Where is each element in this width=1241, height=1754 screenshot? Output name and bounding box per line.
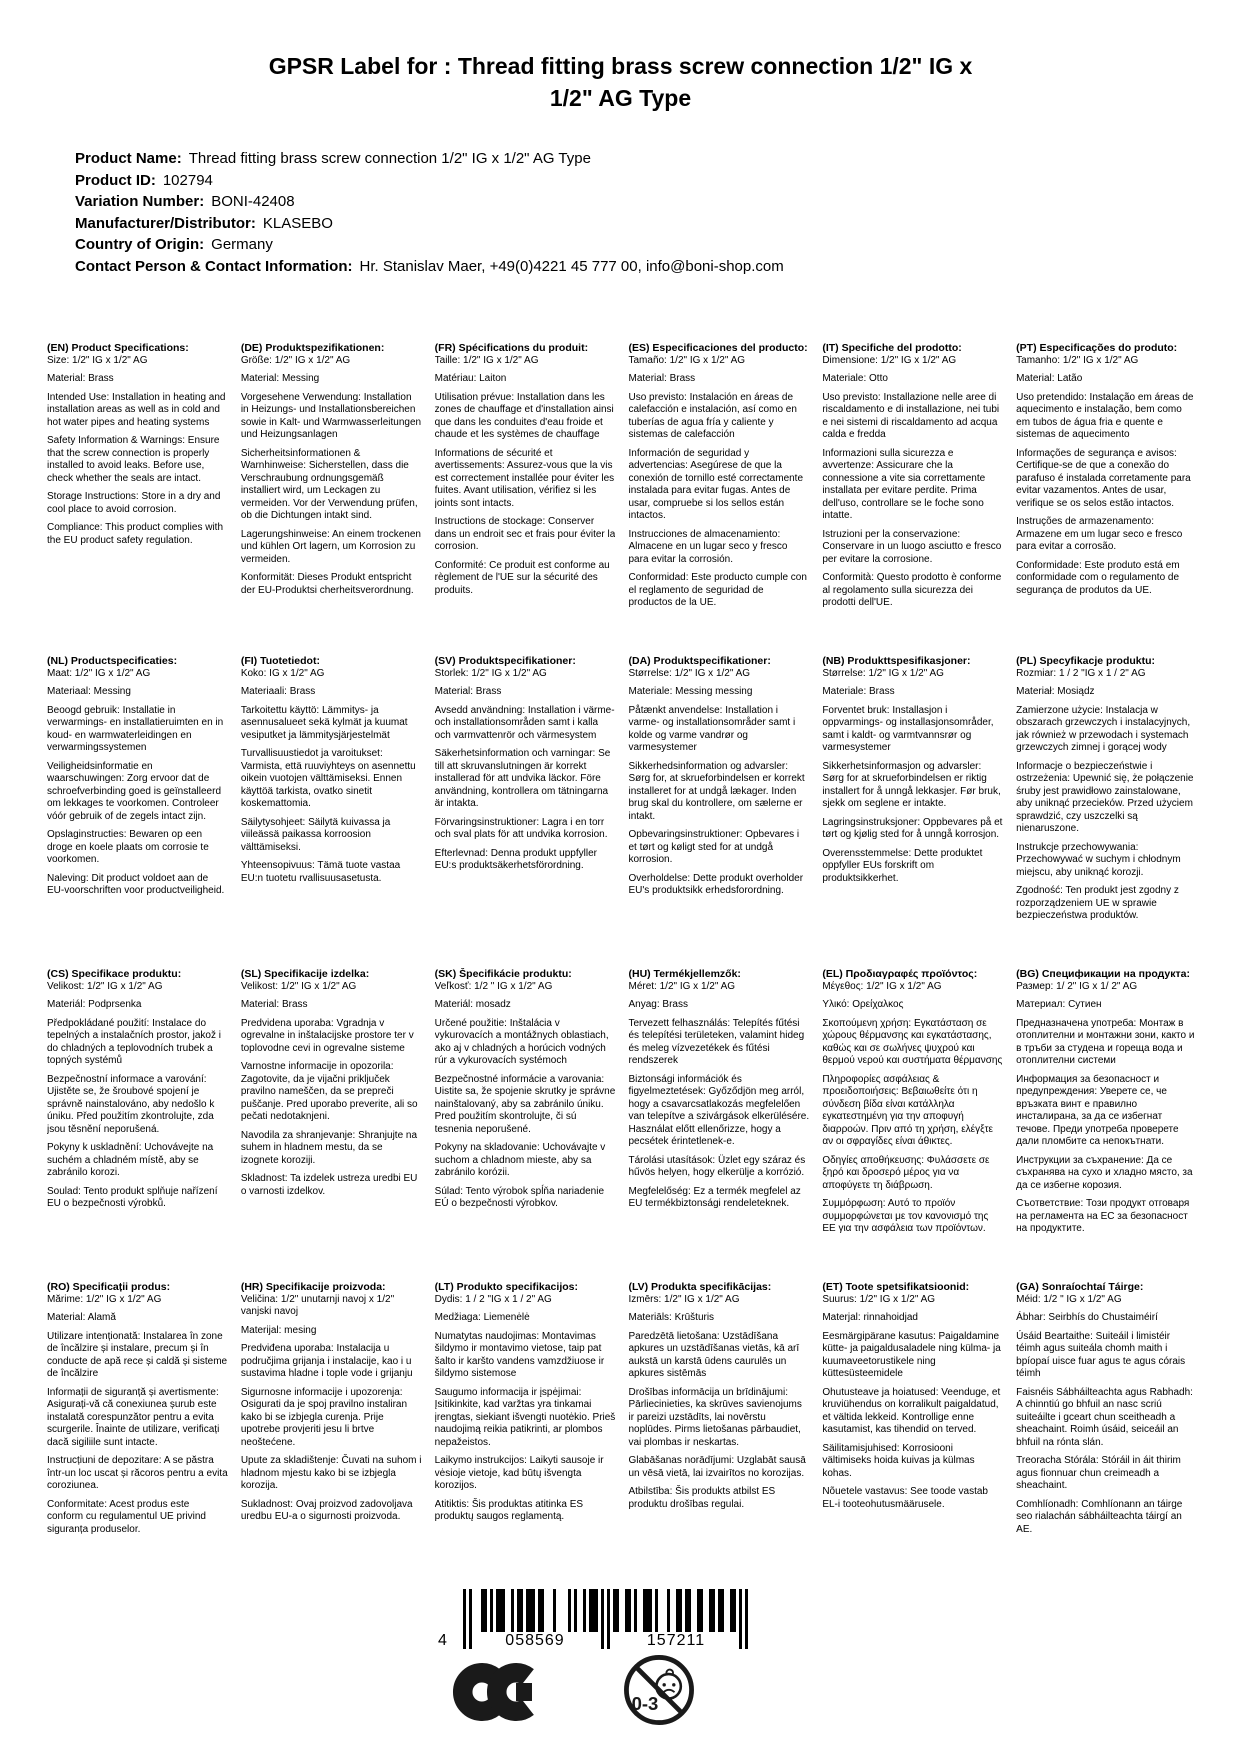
- barcode-bar: [655, 1589, 658, 1633]
- barcode-bar: [721, 1589, 724, 1633]
- language-block-paragraph: Súlad: Tento výrobok spĺňa nariadenie EÚ o bezpečnosti výrobkov.: [434, 1185, 605, 1209]
- language-block-paragraph: Predvidena uporaba: Vgradnja v ogrevalne in inštalacijske prostore ter v toplovodne cevi in ogrevalne sisteme: [240, 1017, 414, 1054]
- language-block-paragraph: Materiál: Podprsenka: [47, 999, 142, 1010]
- language-block-paragraph: Инструкции за съхранение: Да се съхранява на сухо и хладно място, за да се избегне корозия.: [1016, 1154, 1193, 1191]
- product-info-row: [75, 170, 784, 192]
- language-block-paragraph: Säkerhetsinformation och varningar: Se till att skruvanslutningen är korrekt installerad för att undvika läckor. Före användning, kontrollera om tätningarna är intakta.: [434, 748, 611, 809]
- language-block-paragraph: Sikkerhedsinformation og advarsler: Sørg for, at skrueforbindelsen er korrekt installeret for at undgå lækager. Inden brug skal du kontrollere, om sælerne er intakt.: [628, 760, 805, 822]
- language-block: [241, 1281, 422, 1594]
- language-block-paragraph: Navodila za shranjevanje: Shranjujte na suhem in hladnem mestu, da se izognete koroziji.: [240, 1129, 418, 1166]
- barcode-bar: [616, 1589, 619, 1633]
- language-block-paragraph: Materiale: Messing messing: [628, 686, 753, 697]
- language-block-header: (SL) Specifikacije izdelka:: [240, 968, 370, 980]
- language-block-paragraph: Tárolási utasítások: Üzlet egy száraz és hűvös helyen, hogy elkerülje a korrózió.: [628, 1154, 806, 1178]
- language-block: [435, 342, 616, 655]
- product-info-row: [75, 191, 784, 213]
- barcode-left-digits: 058569: [472, 1632, 598, 1649]
- language-block-paragraph: Предназначена употреба: Монтаж в отоплителни и монтажни зони, както и в тръби за студена и гореща вода и отоплителни системи: [1016, 1017, 1195, 1066]
- language-block-paragraph: Treoracha Stórála: Stóráil in áit thirim agus fionnuar chun creimeadh a sheachaint.: [1016, 1455, 1181, 1491]
- language-block-header: (EN) Product Specifications:: [47, 342, 189, 354]
- language-block: [435, 968, 616, 1281]
- language-block-paragraph: Lagerungshinweise: An einem trockenen und kühlen Ort lagern, um Korrosion zu vermeiden.: [240, 528, 421, 565]
- product-info-label: Manufacturer/Distributor:: [75, 214, 256, 232]
- language-block-paragraph: Πληροφορίες ασφάλειας & προειδοποιήσεις: Βεβαιωθείτε ότι η σύνδεση βίδα είναι κατάλληλα εγκατεστημένη για την αποφυγή διαρροών. Πριν από τη χρήση, ελέγξτε αν οι σφραγίδες είναι άθικτες.: [822, 1073, 994, 1147]
- language-block-paragraph: Материал: Сутиен: [1016, 999, 1102, 1010]
- language-block-paragraph: Säilitamisjuhised: Korrosiooni vältimiseks hoida kuivas ja külmas kohas.: [822, 1442, 975, 1479]
- language-block-paragraph: Istruzioni per la conservazione: Conservare in un luogo asciutto e fresco per evitare la corrosione.: [822, 528, 1002, 565]
- language-block: [822, 968, 1003, 1281]
- language-grid: [47, 342, 1197, 1594]
- language-block-paragraph: Compliance: This product complies with the EU product safety regulation.: [47, 522, 224, 546]
- language-block-paragraph: Instrukcje przechowywania: Przechowywać w suchym i chłodnym miejscu, aby uniknąć korozji.: [1016, 841, 1181, 878]
- language-block-header: (NL) Productspecificaties:: [47, 655, 178, 667]
- language-block-paragraph: Předpokládané použití: Instalace do tepelných a instalačních prostor, jakož i do chladných a teplovodních trubek a topných systémů: [47, 1017, 221, 1066]
- language-block-paragraph: Dydis: 1 / 2 "IG x 1 / 2" AG: [434, 1293, 552, 1305]
- language-block-paragraph: Σκοπούμενη χρήση: Εγκατάσταση σε χώρους θέρμανσης και εγκατάστασης, καθώς και σε σωλήνες ψυχρού και θερμού νερού και συστήματα θέρμανσης: [822, 1017, 1003, 1066]
- language-block-paragraph: Lagringsinstruksjoner: Oppbevares på et tørt og kjølig sted for å unngå korrosjon.: [822, 816, 1003, 840]
- product-info-row: [75, 213, 784, 235]
- language-block-paragraph: Megfelelőség: Ez a termék megfelel az EU termékbiztonsági rendeleteknek.: [628, 1185, 801, 1209]
- language-block-paragraph: Materiale: Otto: [822, 373, 888, 384]
- language-block-paragraph: Atbilstība: Šis produkts atbilst ES produktu drošības regulai.: [628, 1486, 776, 1510]
- language-block: [1016, 655, 1197, 968]
- barcode-bar: [601, 1589, 604, 1649]
- ean13-barcode: [438, 1589, 748, 1649]
- language-block-paragraph: Material: Brass: [240, 999, 308, 1010]
- language-block-header: (HU) Termékjellemzők:: [628, 968, 741, 980]
- language-block-paragraph: Conformidad: Este producto cumple con el reglamento de seguridad de productos de la UE.: [628, 572, 807, 608]
- language-block-paragraph: Συμμόρφωση: Αυτό το προϊόν συμμορφώνεται με τον κανονισμό της ΕΕ για την ασφάλεια των προϊόντων.: [822, 1198, 989, 1234]
- language-block: [1016, 968, 1197, 1281]
- barcode-bar: [739, 1589, 742, 1649]
- language-block-paragraph: Určené použitie: Inštalácia v vykurovacích a montážnych oblastiach, ako aj v chladných a horúcich vodných rúr a vykurovacích systémoch: [434, 1017, 609, 1066]
- language-block: [435, 655, 616, 968]
- language-block-paragraph: Varnostne informacije in opozorila: Zagotovite, da je vijačni priključek pravilno nameščen, da se prepreči puščanje. Pred uporabo preverite, ali so pečati nedotaknjeni.: [240, 1061, 418, 1122]
- language-block-paragraph: Atitiktis: Šis produktas atitinka ES produktų saugos reglamentą.: [434, 1498, 584, 1522]
- language-block-paragraph: Rozmiar: 1 / 2 "IG x 1 / 2" AG: [1016, 667, 1146, 679]
- language-block-paragraph: Avsedd användning: Installation i värme- och installationsområden samt i kalla och varmvattenrör och värmesystem: [434, 704, 615, 741]
- barcode-bar: [649, 1589, 652, 1633]
- product-info-row: [75, 148, 784, 170]
- barcode-bar: [634, 1589, 637, 1633]
- language-block-paragraph: Informacje o bezpieczeństwie i ostrzeżenia: Upewnić się, że połączenie śruby jest prawidłowo zainstalowane, aby uniknąć przecieków. Przed użyciem sprawdzić, czy uszczelki są nienaruszone.: [1016, 760, 1194, 834]
- language-block-paragraph: Zgodność: Ten produkt jest zgodny z rozporządzeniem UE w sprawie bezpieczeństwa produktów.: [1016, 885, 1179, 921]
- language-block-paragraph: Konformität: Dieses Produkt entspricht der EU-Produktsi cherheitsverordnung.: [240, 572, 414, 596]
- product-info-value: 102794: [162, 171, 213, 189]
- language-block-paragraph: Instrucciones de almacenamiento: Almacene en un lugar seco y fresco para evitar la corrosión.: [628, 528, 788, 565]
- barcode-bar: [490, 1589, 493, 1633]
- language-block-paragraph: Informações de segurança e avisos: Certifique-se de que a conexão do parafuso é instalada corretamente para evitar vazamentos. Antes de usar, verifique se os selos estão intactos.: [1016, 447, 1191, 509]
- barcode-bar: [520, 1589, 523, 1633]
- language-block-paragraph: Paredzētā lietošana: Uzstādīšana apkures un uzstādīšanas vietās, kā arī aukstā un karstā ūdens caurulēs un apkures sistēmās: [628, 1330, 800, 1379]
- product-info-label: Product ID:: [75, 171, 156, 189]
- language-block-paragraph: Medžiaga: Liemenėlė: [434, 1312, 530, 1323]
- language-block-paragraph: Οδηγίες αποθήκευσης: Φυλάσσετε σε ξηρό και δροσερό μέρος για να αποφύγετε τη διάβρωση.: [822, 1154, 990, 1191]
- language-block-paragraph: Materiāls: Krūšturis: [628, 1312, 715, 1323]
- language-block: [241, 968, 422, 1281]
- language-block-paragraph: Materiał: Mosiądz: [1016, 686, 1095, 697]
- language-block-paragraph: Material: Brass: [47, 373, 114, 384]
- product-info: [75, 148, 784, 277]
- language-block-paragraph: Storage Instructions: Store in a dry and cool place to avoid corrosion.: [47, 491, 221, 515]
- language-block-paragraph: Uso previsto: Installazione nelle aree di riscaldamento e di installazione, nei tubi e nei sistemi di riscaldamento ad acqua calda e fredda: [822, 391, 1000, 440]
- language-block-paragraph: Zamierzone użycie: Instalacja w obszarach grzewczych i instalacyjnych, jak również w przewodach i systemach grzewczych zimnej i gorącej wody: [1016, 704, 1191, 753]
- product-info-label: Product Name:: [75, 150, 182, 167]
- language-block-paragraph: Uso previsto: Instalación en áreas de calefacción e instalación, así como en tuberías de agua fría y caliente y sistemas de calefacción: [628, 391, 797, 440]
- language-block-paragraph: Material: Brass: [628, 373, 696, 384]
- language-block-paragraph: Informații de siguranță și avertismente: Asigurați-vă că conexiunea șurub este instalată corespunzător pentru a evita scurgerile. Înainte de utilizare, verificați dacă sigiliile sunt intacte.: [47, 1386, 220, 1448]
- barcode-bar: [628, 1589, 631, 1633]
- product-info-label: Contact Person & Contact Information:: [75, 257, 353, 275]
- language-block-paragraph: Turvallisuustiedot ja varoitukset: Varmista, että ruuviyhteys on asennettu oikein vuotojen välttämiseksi. Ennen käyttöä tarkista, ovatko sinetit koskemattomia.: [240, 748, 416, 809]
- barcode-bar: [712, 1589, 715, 1633]
- language-block-paragraph: Conformidade: Este produto está em conformidade com o regulamento de segurança de produtos da UE.: [1016, 559, 1180, 596]
- language-block-paragraph: Instruções de armazenamento: Armazene em um lugar seco e fresco para evitar a corrosão.: [1016, 516, 1183, 552]
- language-block-paragraph: Bezpečnostní informace a varování: Ujistěte se, že šroubové spojení je správně nainstalováno, aby nedošlo k úniku. Před použitím zkontrolujte, zda jsou těsnění neporušená.: [47, 1073, 215, 1135]
- language-block-paragraph: Upute za skladištenje: Čuvati na suhom i hladnom mjestu kako bi se izbjegla korozija.: [240, 1455, 422, 1491]
- language-block-header: (CS) Specifikace produktu:: [47, 968, 182, 980]
- language-block-header: (ES) Especificaciones del producto:: [628, 342, 808, 354]
- product-info-label: Variation Number:: [75, 193, 205, 210]
- language-block-paragraph: Información de seguridad y advertencias: Asegúrese de que la conexión de tornillo esté correctamente instalada para evitar fugas. Antes de usar, compruebe si los sellos están intactos.: [628, 447, 804, 521]
- barcode-bar: [541, 1589, 544, 1633]
- language-block-paragraph: Säilytysohjeet: Säilytä kuivassa ja viileässä paikassa korroosion välttämiseksi.: [240, 816, 391, 853]
- language-block-header: (BG) Спецификации на продукта:: [1016, 968, 1191, 980]
- language-block: [822, 342, 1003, 655]
- language-block-paragraph: Méid: 1/2 " IG x 1/2" AG: [1016, 1293, 1122, 1305]
- language-block-paragraph: Conformità: Questo prodotto è conforme al regolamento sulla sicurezza dei prodotti dell'UE.: [822, 572, 1002, 608]
- language-block: [47, 655, 228, 968]
- language-block-paragraph: Materiaal: Messing: [47, 686, 131, 697]
- page-title-line2: 1/2" AG Type: [549, 85, 692, 111]
- language-block-paragraph: Förvaringsinstruktioner: Lagra i en torr och sval plats för att undvika korrosion.: [434, 816, 608, 840]
- language-block-header: (DA) Produktspecifikationer:: [628, 655, 771, 667]
- language-block-paragraph: Skladnost: Ta izdelek ustreza uredbi EU o varnosti izdelkov.: [240, 1173, 418, 1197]
- language-block-paragraph: Numatytas naudojimas: Montavimas šildymo ir montavimo vietose, taip pat šalto ir karšto vandens vamzdžiuose ir šildymo sistemose: [434, 1330, 605, 1379]
- language-block-paragraph: Drošības informācija un brīdinājumi: Pārliecinieties, ka skrūves savienojums ir pareizi uzstādīts, lai novērstu noplūdes. Pirms lietošanas pārbaudiet, vai plombas ir neskartas.: [628, 1386, 802, 1448]
- language-block: [47, 968, 228, 1281]
- language-block-paragraph: Beoogd gebruik: Installatie in verwarmings- en installatieruimten en in koud- en warmwaterleidingen en verwarmingssystemen: [47, 704, 224, 753]
- language-block-header: (RO) Specificații produs:: [47, 1281, 171, 1293]
- barcode-bar: [553, 1589, 556, 1633]
- language-block-paragraph: Storlek: 1/2" IG x 1/2" AG: [434, 667, 547, 679]
- language-block-paragraph: Tamanho: 1/2" IG x 1/2" AG: [1016, 354, 1139, 366]
- language-block-paragraph: Materijal: mesing: [240, 1324, 317, 1336]
- language-block: [47, 1281, 228, 1594]
- age-warning-label: 0-3: [631, 1692, 659, 1714]
- language-block: [47, 342, 228, 655]
- language-block-paragraph: Saugumo informacija ir įspėjimai: Įsitikinkite, kad varžtas yra tinkamai įrengtas, siekiant išvengti nuotėkio. Prieš naudojimą reikia patikrinti, ar plombos nepažeistos.: [434, 1386, 616, 1448]
- language-block-header: (HR) Specifikacije proizvoda:: [240, 1281, 386, 1293]
- barcode-bar: [511, 1589, 514, 1633]
- language-block-paragraph: Veličina: 1/2" unutarnji navoj x 1/2" vanjski navoj: [240, 1293, 395, 1317]
- language-block-paragraph: Υλικό: Ορείχαλκος: [822, 999, 904, 1010]
- language-block-header: (DE) Produktspezifikationen:: [240, 342, 385, 354]
- language-block-paragraph: Dimensione: 1/2" IG x 1/2" AG: [822, 354, 957, 366]
- language-block-header: (LV) Produkta specifikācijas:: [628, 1281, 772, 1293]
- language-block-paragraph: Size: 1/2" IG x 1/2" AG: [47, 354, 148, 366]
- language-block-paragraph: Suurus: 1/2" IG x 1/2" AG: [822, 1293, 936, 1305]
- language-block-header: (NB) Produkttspesifikasjoner:: [822, 655, 971, 667]
- language-block-header: (PT) Especificações do produto:: [1016, 342, 1178, 354]
- language-block-paragraph: Overholdelse: Dette produkt overholder EU's produktsikk erhedsforordning.: [628, 872, 804, 896]
- language-block-paragraph: Veiligheidsinformatie en waarschuwingen: Zorg ervoor dat de schroefverbinding goed is geïnstalleerd om lekkages te voorkomen. Controleer vóór gebruik of de zegels intact zijn.: [47, 760, 221, 822]
- language-block-paragraph: Eesmärgipärane kasutus: Paigaldamine kütte- ja paigaldusaladele ning külma- ja kuumaveetorustikele ning küttesüsteemidele: [822, 1330, 1001, 1379]
- product-info-value: KLASEBO: [262, 214, 333, 232]
- product-info-value: BONI-42408: [211, 193, 295, 210]
- language-block-paragraph: Informations de sécurité et avertissements: Assurez-vous que la vis est correctement installée pour éviter les fuites. Avant utilisation, vérifiez si les joints sont intacts.: [434, 447, 615, 509]
- language-block-paragraph: Vorgesehene Verwendung: Installation in Heizungs- und Installationsbereichen sowie in Kalt- und Warmwasserleitungen und Heizungsanlagen: [240, 391, 422, 440]
- page-title-line1: GPSR Label for : Thread fitting brass screw connection 1/2" IG x: [268, 53, 973, 79]
- language-block-paragraph: Biztonsági információk és figyelmeztetések: Győződjön meg arról, hogy a csavarcsatlakozás megfelelően van telepítve a szivárgások elkerülésére. Használat előtt ellenőrizze, hogy a pecsétek érintetlenek-e.: [628, 1073, 810, 1147]
- language-block-paragraph: Intended Use: Installation in heating and installation areas as well as in cold and hot water pipes and heating systems: [47, 391, 226, 428]
- language-block-paragraph: Opbevaringsinstruktioner: Opbevares i et tørt og køligt sted for at undgå korrosion.: [628, 829, 800, 865]
- language-block-header: (FI) Tuotetiedot:: [240, 655, 320, 667]
- language-block: [628, 968, 809, 1281]
- language-block-paragraph: Faisnéis Sábháilteachta agus Rabhadh: A chinntiú go bhfuil an nasc scriú suiteáilte i gceart chun sceitheadh a sheachaint. Roimh úsáid, seiceáil an bhfuil na rónta slán.: [1016, 1386, 1193, 1448]
- language-block-paragraph: Material: Latão: [1016, 373, 1083, 384]
- language-block-header: (EL) Προδιαγραφές προϊόντος:: [822, 968, 978, 980]
- language-block-paragraph: Sikkerhetsinformasjon og advarsler: Sørg for at skrueforbindelsen er riktig installert for å unngå lekkasjer. Før bruk, sjekk om seglene er intakte.: [822, 760, 1001, 809]
- language-block-paragraph: Tarkoitettu käyttö: Lämmitys- ja asennusalueet sekä kylmät ja kuumat vesiputket ja lämmitysjärjestelmät: [240, 704, 408, 741]
- language-block-paragraph: Naleving: Dit product voldoet aan de EU-voorschriften voor productveiligheid.: [47, 872, 225, 896]
- language-block-paragraph: Anyag: Brass: [628, 999, 688, 1010]
- language-block-paragraph: Materiaali: Brass: [240, 686, 316, 697]
- language-block: [1016, 342, 1197, 655]
- language-block-paragraph: Pokyny na skladovanie: Uchovávajte v suchom a chladnom mieste, aby sa zabránilo korózii.: [434, 1142, 606, 1178]
- language-block-paragraph: Materjal: rinnahoidjad: [822, 1312, 918, 1323]
- product-info-value: Hr. Stanislav Maer, +49(0)4221 45 777 00, info@boni-shop.com: [359, 257, 784, 275]
- barcode-bar: [574, 1589, 577, 1633]
- language-block-paragraph: Ohutusteave ja hoiatused: Veenduge, et kruviühendus on korralikult paigaldatud, et vältida lekkeid. Kontrollige enne kasutamist, kas tihendid on terved.: [822, 1386, 1001, 1435]
- language-block-paragraph: Safety Information & Warnings: Ensure that the screw connection is properly installed to avoid leaks. Before use, check whether the seals are intact.: [47, 435, 220, 484]
- barcode-bar: [484, 1589, 487, 1633]
- language-block: [241, 655, 422, 968]
- product-info-value: Germany: [211, 236, 273, 253]
- barcode-bar: [532, 1589, 535, 1633]
- language-block-header: (FR) Spécifications du produit:: [434, 342, 589, 354]
- language-block-header: (LT) Produkto specifikacijos:: [434, 1281, 578, 1293]
- language-block: [435, 1281, 616, 1594]
- language-block: [1016, 1281, 1197, 1594]
- language-block-paragraph: Sukladnost: Ovaj proizvod zadovoljava uredbu EU-a o sigurnosti proizvoda.: [240, 1498, 413, 1522]
- barcode-bar: [667, 1589, 670, 1633]
- language-block-paragraph: Forventet bruk: Installasjon i oppvarmings- og installasjonsområder, samt i kaldt- og varmtvannsrør og varmesystemer: [822, 704, 994, 753]
- language-block-paragraph: Bezpečnostné informácie a varovania: Uistite sa, že spojenie skrutky je správne nainštalovaný, aby sa zabránilo úniku. Pred použitím skontrolujte, či sú tesnenia neporušené.: [434, 1073, 616, 1135]
- barcode-bar: [733, 1589, 736, 1633]
- barcode-bar: [463, 1589, 466, 1649]
- language-block-paragraph: Påtænkt anvendelse: Installation i varme- og installationsområder samt i kolde og varme vandrør og varmesystemer: [628, 704, 796, 753]
- language-block-paragraph: Размер: 1/ 2" IG x 1/ 2" AG: [1016, 980, 1138, 992]
- language-block-paragraph: Veľkosť: 1/2 " IG x 1/2" AG: [434, 980, 553, 992]
- language-block-header: (IT) Specifiche del prodotto:: [822, 342, 962, 354]
- language-block-paragraph: Instrucțiuni de depozitare: A se păstra într-un loc uscat și răcoros pentru a evita coroziunea.: [47, 1455, 228, 1491]
- language-block-paragraph: Tervezett felhasználás: Telepítés fűtési és telepítési területeken, valamint hideg és meleg vízvezetékek és fűtési rendszerek: [628, 1017, 805, 1066]
- language-block-paragraph: Mărime: 1/2" IG x 1/2" AG: [47, 1293, 162, 1305]
- language-block-header: (SV) Produktspecifikationer:: [434, 655, 576, 667]
- language-block-paragraph: Größe: 1/2" IG x 1/2" AG: [240, 354, 351, 366]
- product-info-label: Country of Origin:: [75, 236, 205, 253]
- language-block-paragraph: Информация за безопасност и предупреждения: Уверете се, че връзката винт е правилно инсталирана, за да се избегнат течове. Преди употреба проверете дали пломбите са непокътнати.: [1016, 1073, 1179, 1147]
- barcode-bar: [568, 1589, 571, 1633]
- ce-mark-icon: [452, 1662, 536, 1722]
- language-block-paragraph: Velikost: 1/2" IG x 1/2" AG: [47, 980, 163, 992]
- page-title: [0, 50, 1241, 114]
- language-block-header: (PL) Specyfikacje produktu:: [1016, 655, 1156, 667]
- language-block-paragraph: Størrelse: 1/2" IG x 1/2" AG: [822, 667, 944, 679]
- language-block-paragraph: Sicherheitsinformationen & Warnhinweise: Sicherstellen, dass die Verschraubung ordnungsgemäß installiert wird, um Leckagen zu vermeiden. Vor der Verwendung prüfen, ob die Dichtungen intakt sind.: [240, 447, 418, 521]
- language-block-paragraph: Informazioni sulla sicurezza e avvertenze: Assicurare che la connessione a vite sia correttamente installata per evitare perdite. Prima dell'uso, controllare se le foche sono intatte.: [822, 447, 986, 521]
- barcode-bar: [607, 1589, 610, 1649]
- barcode-bar: [502, 1589, 505, 1633]
- language-block: [628, 342, 809, 655]
- product-info-row: [75, 234, 784, 256]
- language-block-paragraph: Uso pretendido: Instalação em áreas de aquecimento e instalação, bem como em tubos de água fria e quente e sistemas de aquecimento: [1016, 391, 1194, 440]
- language-block-paragraph: Taille: 1/2" IG x 1/2" AG: [434, 354, 539, 366]
- language-block-paragraph: Съответствие: Този продукт отговаря на регламента на ЕС за безопасност на продуктите.: [1016, 1198, 1190, 1234]
- language-block-paragraph: Yhteensopivuus: Tämä tuote vastaa EU:n tuotetu rvallisuusasetusta.: [240, 860, 401, 884]
- product-info-row: [75, 256, 784, 278]
- language-block-header: (GA) Sonraíochtaí Táirge:: [1016, 1281, 1144, 1293]
- language-block: [822, 655, 1003, 968]
- language-block-header: (SK) Špecifikácie produktu:: [434, 968, 572, 980]
- barcode-bar: [583, 1589, 586, 1633]
- language-block-paragraph: Instructions de stockage: Conserver dans un endroit sec et frais pour éviter la corrosion.: [434, 516, 616, 552]
- language-block-paragraph: Koko: IG x 1/2" AG: [240, 667, 325, 679]
- barcode-bar: [595, 1589, 598, 1633]
- language-block-paragraph: Utilizare intenționată: Instalarea în zone de încălzire și instalare, precum și în conducte de apă rece și caldă și sisteme de încălzire: [47, 1330, 228, 1379]
- language-block-paragraph: Opslaginstructies: Bewaren op een droge en koele plaats om corrosie te voorkomen.: [47, 829, 209, 865]
- bottom-section: [0, 1560, 1241, 1754]
- language-block-paragraph: Tamaño: 1/2" IG x 1/2" AG: [628, 354, 746, 366]
- language-block-paragraph: Conformité: Ce produit est conforme au règlement de l'UE sur la sécurité des produits.: [434, 559, 610, 596]
- barcode-right-digits: 157211: [613, 1632, 739, 1649]
- language-block-paragraph: Méret: 1/2" IG x 1/2" AG: [628, 980, 736, 992]
- language-block-paragraph: Sigurnosne informacije i upozorenja: Osigurati da je spoj pravilno instaliran kako bi se izbjegla curenja. Prije upotrebe provjeriti jesu li brtve neoštećene.: [240, 1386, 408, 1448]
- language-block-paragraph: Soulad: Tento produkt splňuje nařízení EU o bezpečnosti výrobků.: [47, 1185, 218, 1209]
- language-block-paragraph: Nõuetele vastavus: See toode vastab EL-i tooteohutusmäärusele.: [822, 1486, 988, 1510]
- language-block-paragraph: Laikymo instrukcijos: Laikyti sausoje ir vėsioje vietoje, kad būtų išvengta korozijos.: [434, 1455, 604, 1491]
- barcode-bar: [688, 1589, 691, 1633]
- barcode-bar: [745, 1589, 748, 1649]
- language-block-paragraph: Material: Brass: [434, 686, 502, 697]
- language-block-paragraph: Úsáid Beartaithe: Suiteáil i limistéir téimh agus suiteála chomh maith i bpíopaí uisce fuar agus te agus córais téimh: [1016, 1330, 1186, 1379]
- language-block-paragraph: Predviđena uporaba: Instalacija u područjima grijanja i instalacije, kao i u sustavima hladne i tople vode i grijanju: [240, 1343, 413, 1379]
- language-block: [241, 342, 422, 655]
- language-block-header: (ET) Toote spetsifikatsioonid:: [822, 1281, 970, 1293]
- language-block-paragraph: Maat: 1/2" IG x 1/2" AG: [47, 667, 151, 679]
- language-block-paragraph: Velikost: 1/2" IG x 1/2" AG: [240, 980, 357, 992]
- language-block-paragraph: Material: Messing: [240, 373, 320, 384]
- language-block-paragraph: Glabāšanas norādījumi: Uzglabāt sausā un vēsā vietā, lai izvairītos no korozijas.: [628, 1455, 806, 1479]
- language-block-paragraph: Matériau: Laiton: [434, 373, 507, 384]
- language-block-paragraph: Conformitate: Acest produs este conform cu regulamentul UE privind siguranța produselor.: [47, 1498, 206, 1535]
- language-block-paragraph: Material: Alamă: [47, 1312, 116, 1323]
- language-block-paragraph: Ábhar: Seirbhís do Chustaiméirí: [1016, 1312, 1158, 1323]
- language-block-paragraph: Izmērs: 1/2" IG x 1/2" AG: [628, 1293, 740, 1305]
- language-block-paragraph: Materiale: Brass: [822, 686, 895, 697]
- language-block-paragraph: Størrelse: 1/2" IG x 1/2" AG: [628, 667, 751, 679]
- language-block-paragraph: Materiál: mosadz: [434, 999, 511, 1010]
- language-block-paragraph: Efterlevnad: Denna produkt uppfyller EU:s produktsäkerhetsförordning.: [434, 847, 597, 871]
- language-block-paragraph: Overensstemmelse: Dette produktet oppfyller EUs forskrift om produktsikkerhet.: [822, 847, 983, 884]
- barcode-bar: [679, 1589, 682, 1633]
- language-block-paragraph: Comhlíonadh: Comhlíonann an táirge seo rialachán sábháilteachta táirgí an AE.: [1016, 1498, 1183, 1535]
- product-info-value: Thread fitting brass screw connection 1/2" IG x 1/2" AG Type: [188, 150, 591, 167]
- barcode-first-digit: 4: [438, 1632, 448, 1649]
- language-block-paragraph: Utilisation prévue: Installation dans les zones de chauffage et d'installation ainsi que dans les conduites d'eau froide et chaude et les systèmes de chauffage: [434, 391, 614, 440]
- barcode-bar: [700, 1589, 703, 1633]
- language-block-paragraph: Μέγεθος: 1/2" IG x 1/2" AG: [822, 980, 942, 992]
- language-block: [628, 1281, 809, 1594]
- language-block-paragraph: Pokyny k uskladnění: Uchovávejte na suchém a chladném místě, aby se zabránilo korozi.: [47, 1142, 214, 1178]
- age-warning-0-3-icon: [622, 1653, 696, 1727]
- language-block: [628, 655, 809, 968]
- language-block: [822, 1281, 1003, 1594]
